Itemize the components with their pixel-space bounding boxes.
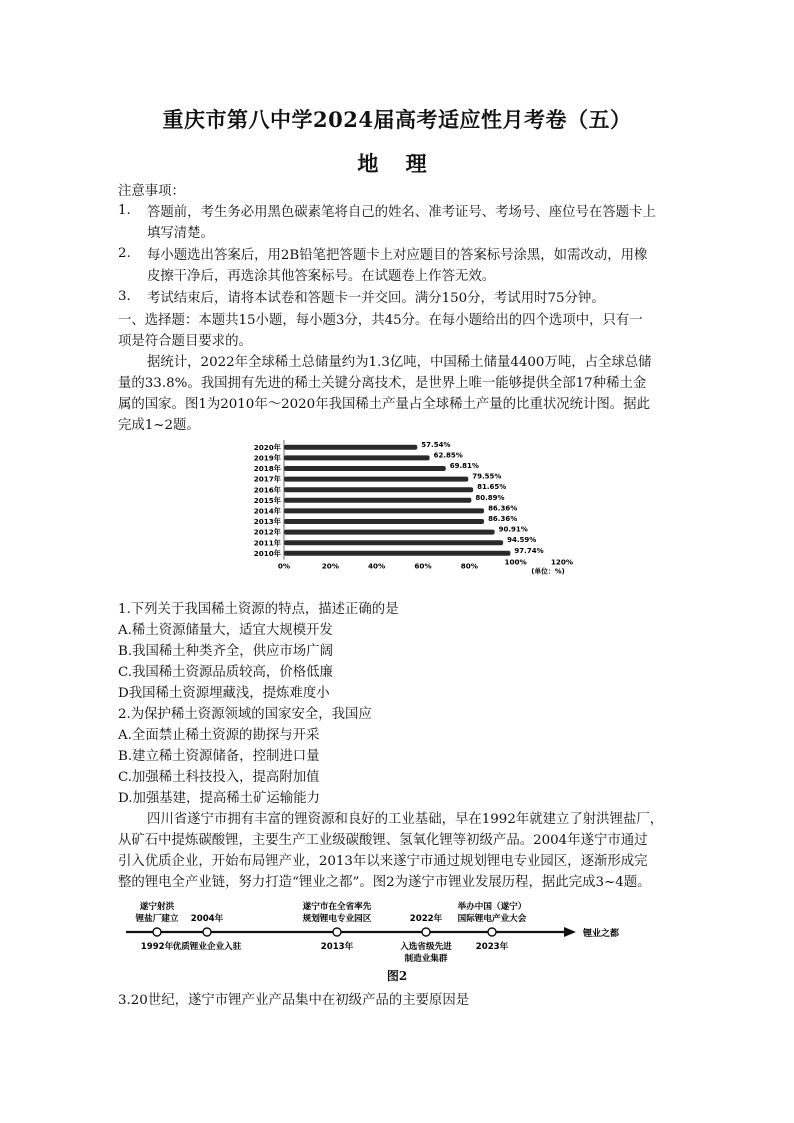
x-tick-label: 60%: [414, 561, 432, 571]
passage-line: 据统计，2022年全球稀土总储量约为1.3亿吨，中国稀土储量4400万吨，占全球总储: [147, 355, 652, 370]
category-label: 2015年: [253, 495, 281, 505]
passage-line: 完成1~2题。: [118, 418, 200, 433]
notice-num: 2.: [118, 246, 131, 261]
x-tick-label: 80%: [460, 561, 478, 571]
event-label: 2013年: [320, 942, 354, 952]
event-label: 1992年: [140, 942, 174, 952]
category-label: 2010年: [253, 548, 281, 558]
value-label: 97.74%: [514, 546, 544, 555]
option-c: C.我国稀土资源品质较高，价格低廉: [118, 665, 333, 680]
bar: [284, 508, 484, 513]
event-label: 规划锂电专业园区: [302, 914, 372, 924]
bar: [284, 498, 471, 503]
bar: [284, 477, 468, 482]
passage-line: 从矿石中提炼碳酸锂，主要生产工业级碳酸锂、氢氧化锂等初级产品。2004年遂宁市通过: [118, 833, 648, 848]
value-label: 80.89%: [475, 493, 505, 502]
value-label: 94.59%: [507, 536, 537, 545]
value-label: 57.54%: [421, 440, 451, 449]
option-b: B.我国稀土种类齐全，供应市场广阔: [118, 644, 333, 659]
event-label: 2023年: [475, 942, 509, 952]
category-label: 2019年: [253, 453, 281, 463]
notice-heading: 注意事项：: [118, 184, 185, 199]
event-label: 举办中国（遂宁）: [457, 902, 527, 912]
bar: [284, 519, 484, 524]
category-label: 2012年: [253, 527, 281, 537]
category-label: 2016年: [253, 485, 281, 495]
event-label: 锂盐厂建立: [135, 914, 179, 924]
x-tick-label: 120%: [550, 557, 574, 567]
section-heading: 项是符合题目要求的。: [118, 334, 252, 349]
notice-num: 1.: [118, 203, 131, 218]
event-label: 国际锂电产业大会: [457, 914, 527, 924]
bar: [284, 445, 417, 450]
category-label: 2011年: [253, 538, 281, 548]
question-stem: 1.下列关于我国稀土资源的特点，描述正确的是: [118, 602, 399, 617]
passage-line: 量的33.8%。我国拥有先进的稀土关键分离技术，是世界上唯一能够提供全部17种稀土金: [118, 376, 647, 391]
timeline-node: [153, 928, 161, 936]
event-label: 制造业集群: [404, 954, 448, 964]
timeline-node: [333, 928, 341, 936]
category-label: 2014年: [253, 506, 281, 516]
x-tick-label: 40%: [368, 561, 386, 571]
notice-text: 填写清楚。: [147, 226, 214, 241]
event-label: 遂宁市在全省率先: [302, 902, 372, 912]
question-stem: 2.为保护稀土资源领域的国家安全，我国应: [118, 707, 372, 722]
notice-num: 3.: [118, 289, 131, 304]
value-label: 81.65%: [477, 483, 507, 492]
timeline-node: [422, 928, 430, 936]
value-label: 69.81%: [449, 462, 479, 470]
value-label: 62.85%: [433, 451, 463, 460]
arrow-head-icon: [564, 927, 576, 937]
bar: [284, 540, 503, 545]
timeline-end-label: 锂业之都: [583, 929, 620, 939]
bar: [284, 466, 446, 471]
passage-line: 引入优质企业，开始布局锂产业，2013年以来遂宁市通过规划锂电专业园区，逐渐形成完: [118, 854, 648, 869]
option-b: B.建立稀土资源储备，控制进口量: [118, 749, 320, 764]
timeline-node: [203, 928, 211, 936]
notice-text: 考试结束后，请将本试卷和答题卡一并交回。满分150分，考试用时75分钟。: [147, 291, 605, 306]
value-label: 79.55%: [472, 472, 502, 481]
question-stem: 3.20世纪，遂宁市锂产业产品集中在初级产品的主要原因是: [118, 993, 470, 1008]
option-c: C.加强稀土科技投入，提高附加值: [118, 770, 320, 785]
notice-text: 每小题选出答案后，用2B铅笔把答题卡上对应题目的答案标号涂黑，如需改动，用橡: [147, 248, 648, 263]
option-a: A.全面禁止稀土资源的勘探与开采: [118, 728, 320, 743]
x-tick-label: 20%: [321, 561, 339, 571]
passage-line: 整的锂电全产业链，努力打造“锂业之都”。图2为遂宁市锂业发展历程，据此完成3~4题。: [118, 875, 651, 890]
x-tick-label: 100%: [504, 557, 527, 567]
event-label: 入选省级先进: [400, 942, 452, 952]
notice-text: 皮擦干净后，再选涂其他答案标号。在试题卷上作答无效。: [147, 269, 496, 284]
passage-line: 四川省遂宁市拥有丰富的锂资源和良好的工业基础，早在1992年就建立了射洪锂盐厂，: [147, 812, 664, 827]
subject-title: 地 理: [357, 151, 437, 176]
category-label: 2020年: [253, 442, 281, 452]
option-d: D我国稀土资源埋藏浅，提炼难度小: [118, 686, 330, 701]
passage-line: 属的国家。图1为2010年～2020年我国稀土产量占全球稀土产量的比重状况统计图。据此: [118, 397, 650, 412]
bar: [284, 455, 430, 460]
figure1-bar-chart: [236, 436, 596, 586]
event-label: 2022年: [409, 914, 443, 924]
x-tick-label: 0%: [277, 561, 291, 571]
option-d: D.加强基建，提高稀土矿运输能力: [118, 791, 320, 806]
unit-label: (单位：%): [531, 567, 565, 576]
option-a: A.稀土资源储量大，适宜大规模开发: [118, 623, 333, 638]
value-label: 86.36%: [488, 504, 518, 513]
value-label: 86.36%: [488, 515, 518, 523]
page-title: 重庆市第八中学2024届高考适应性月考卷（五）: [162, 107, 632, 132]
event-label: 优质锂业企业入驻: [172, 942, 242, 952]
section-heading: 一、选择题：本题共15小题，每小题3分，共45分。在每小题给出的四个选项中，只有一: [118, 313, 643, 328]
bar: [284, 551, 510, 556]
event-label: 遂宁射洪: [139, 902, 175, 912]
bar: [284, 530, 495, 535]
event-label: 2004年: [190, 914, 224, 924]
category-label: 2013年: [253, 517, 281, 527]
notice-text: 答题前，考生务必用黑色碳素笔将自己的姓名、准考证号、考场号、座位号在答题卡上: [147, 205, 656, 220]
figure-caption: 图2: [386, 969, 408, 983]
timeline-node: [488, 928, 496, 936]
category-label: 2017年: [253, 474, 281, 484]
category-label: 2018年: [253, 464, 281, 474]
bar: [284, 487, 473, 492]
value-label: 90.91%: [498, 525, 528, 534]
